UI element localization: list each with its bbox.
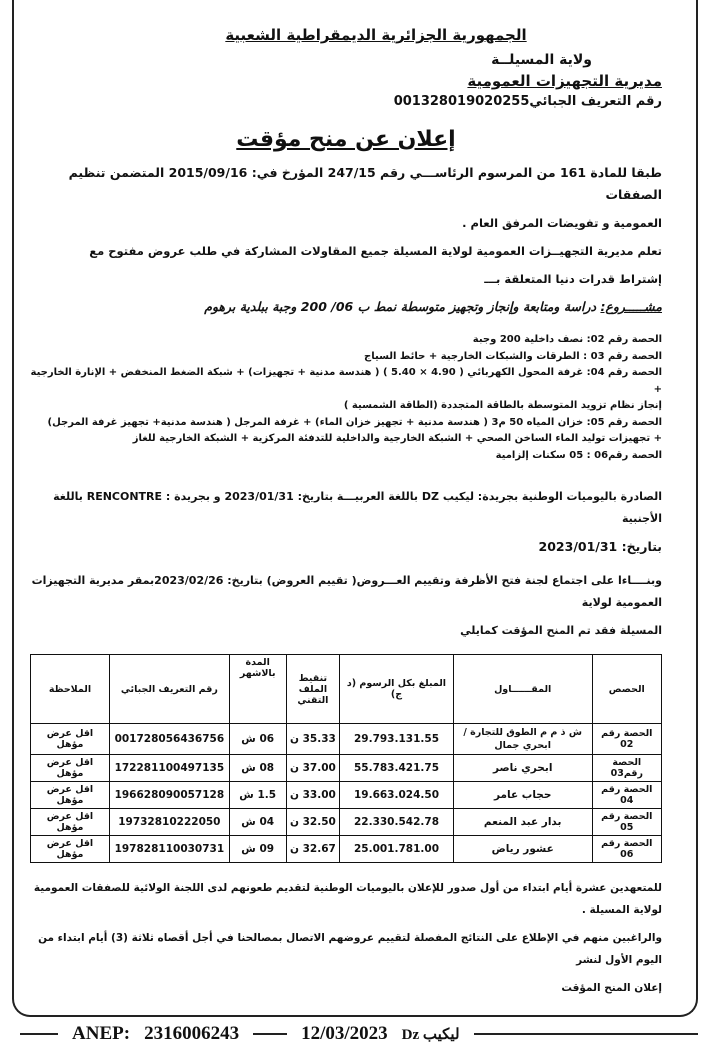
- cell-remark: اقل عرض مؤهل: [31, 755, 110, 782]
- tax-id-value: 001328019020255: [393, 94, 530, 109]
- lot-item: الحصة رقم 04: غرفة المحول الكهربائي ( 4.90 × 5.40 ) ( هندسة مدنية + تجهيزات) + شبكة الضغط المنخفض + الإنارة الخارجية +: [30, 367, 662, 395]
- cell-remark: اقل عرض مؤهل: [31, 809, 110, 836]
- document-border: [12, 0, 698, 1017]
- table-row: [31, 755, 662, 782]
- cell-tax-id: 197828110030731: [109, 836, 229, 863]
- cell-tax-id: 172281100497135: [109, 755, 229, 782]
- meeting-line: المسيلة فقد تم المنح المؤقت كمايلي: [460, 624, 662, 637]
- tax-id-label: رقم التعريف الجبائي: [529, 94, 662, 109]
- cell-lot: الحصة رقم 05: [592, 809, 661, 836]
- lot-item: الحصة رقم 02: نصف داخلية 200 وجبة: [472, 334, 662, 345]
- cell-duration: 08 ش: [229, 755, 286, 782]
- project-line: [30, 296, 662, 318]
- cell-technical-score: 33.00 ن: [286, 782, 340, 809]
- cell-contractor: بدار عبد المنعم: [453, 809, 592, 836]
- divider: [20, 1033, 58, 1035]
- lot-item: الحصة رقم 03 : الطرقات والشبكات الخارجية + حائط السياج: [364, 350, 662, 362]
- cell-remark: اقل عرض مؤهل: [31, 724, 110, 755]
- cell-amount: 55.783.421.75: [340, 755, 454, 782]
- table-row: [31, 782, 662, 809]
- cell-lot: الحصة رقم 06: [592, 836, 661, 863]
- cell-technical-score: 37.00 ن: [286, 755, 340, 782]
- lot-item: إنجاز نظام تزويد المتوسطة بالطاقة المتجددة (الطاقة الشمسية ): [343, 400, 662, 411]
- wilaya-name: ولاية المسيلــة: [491, 52, 592, 68]
- closing-line: والراغبين منهم في الإطلاع على النتائج المفصلة لتقييم عروضهم الاتصال بمصالحنا في أجل أقصاه ثلاثة (3) أيام ابتداء من اليوم الأول لنشر: [38, 932, 662, 966]
- divider: [474, 1033, 698, 1035]
- table-header-row: [31, 655, 662, 724]
- table-row: [31, 836, 662, 863]
- award-table: [30, 654, 662, 863]
- paragraph-line: طبقا للمادة 161 من المرسوم الرئاســـي رقم 247/15 المؤرخ في: 2015/09/16 المتضمن تنظيم الصفقات: [68, 165, 662, 202]
- cell-amount: 29.793.131.55: [340, 724, 454, 755]
- anep-number: 2316006243: [144, 1023, 240, 1044]
- lot-item: + تجهيزات توليد الماء الساخن الصحي + الشبكة الخارجية والداخلية للتدفئة المركزية + الشبكة الخارجية للغاز: [132, 433, 662, 444]
- cell-duration: 09 ش: [229, 836, 286, 863]
- paragraph-line: إشتراط قدرات دنيا المتعلقة بـــ: [484, 272, 662, 286]
- cell-contractor: ش ذ م م الطوق للتجارة / ابحري جمال: [453, 724, 592, 755]
- page-title: إعلان عن منح مؤقت: [236, 127, 456, 152]
- lot-item: الحصة رقم06 : 05 سكنات إلزامية: [495, 449, 662, 461]
- cell-contractor: ابحري ناصر: [453, 755, 592, 782]
- header-duration: المدة بالاشهر: [229, 655, 286, 724]
- lots-list: [30, 332, 662, 464]
- cell-duration: 1.5 ش: [229, 782, 286, 809]
- cell-contractor: حجاب عامر: [453, 782, 592, 809]
- lot-item: الحصة رقم 05: خزان المياه 50 م3 ( هندسة مدنية + تجهيز خزان الماء) + غرفة المرجل ( هندسة مدنية+ تجهيز غرفة المرجل): [47, 416, 662, 428]
- header-lots: الحصص: [592, 655, 661, 724]
- cell-remark: اقل عرض مؤهل: [31, 836, 110, 863]
- header-amount: المبلغ بكل الرسوم (د ج): [340, 655, 454, 724]
- divider: [253, 1033, 287, 1035]
- footer: [20, 1023, 698, 1045]
- header-technical-score: تنقيط الملف التقني: [286, 655, 340, 724]
- cell-amount: 19.663.024.50: [340, 782, 454, 809]
- footer-date: 12/03/2023: [301, 1023, 388, 1044]
- cell-lot: الحصة رقم 02: [592, 724, 661, 755]
- directorate-name: مديرية التجهيزات العمومية: [467, 72, 662, 90]
- anep-label: ANEP:: [72, 1023, 131, 1044]
- cell-duration: 04 ش: [229, 809, 286, 836]
- cell-technical-score: 32.67 ن: [286, 836, 340, 863]
- cell-amount: 22.330.542.78: [340, 809, 454, 836]
- publication-line: الصادرة باليوميات الوطنية بجريدة: ليكيب DZ باللغة العربيـــة بتاريخ: 2023/01/31 و بجريدة : RENCONTRE باللغة الأجنبية: [53, 490, 662, 525]
- cell-duration: 06 ش: [229, 724, 286, 755]
- header-tax-id: رقم التعريف الجبائي: [109, 655, 229, 724]
- closing-line: للمتعهدين عشرة أيام ابتداء من أول صدور للإعلان باليوميات الوطنية لتقديم طعونهم لدى اللجنة الولائية للصفقات العمومية لولاية المسيلة .: [33, 882, 662, 916]
- newspaper-name: Dz ليكيب: [401, 1026, 460, 1043]
- header-contractor: المقــــــاول: [453, 655, 592, 724]
- cell-contractor: عشور رياض: [453, 836, 592, 863]
- cell-technical-score: 35.33 ن: [286, 724, 340, 755]
- project-label: مشـــــروع:: [600, 299, 662, 314]
- cell-remark: اقل عرض مؤهل: [31, 782, 110, 809]
- cell-amount: 25.001.781.00: [340, 836, 454, 863]
- cell-tax-id: 19732810222050: [109, 809, 229, 836]
- header-remark: الملاحظة: [31, 655, 110, 724]
- cell-technical-score: 32.50 ن: [286, 809, 340, 836]
- cell-lot: الحصة رقم 04: [592, 782, 661, 809]
- cell-lot: الحصة رقم03: [592, 755, 661, 782]
- publication-date: بتاريخ: 2023/01/31: [538, 539, 662, 554]
- closing-line: إعلان المنح المؤقت: [561, 982, 662, 994]
- meeting-line: وبنــــاءا على اجتماع لجنة فتح الأظرفة وتقييم العـــروض( تقييم العروض) بتاريخ: 2023/02/26بمقر مديرية التجهيزات العمومية لولاية: [31, 574, 662, 609]
- cell-tax-id: 001728056436756: [109, 724, 229, 755]
- table-row: [31, 724, 662, 755]
- paragraph-line: تعلم مديرية التجهيــزات العمومية لولاية المسيلة جميع المقاولات المشاركة في طلب عروض مفتوح مع: [89, 244, 662, 258]
- republic-header: الجمهورية الجزائرية الديمقراطية الشعبية: [225, 26, 527, 44]
- table-row: [31, 809, 662, 836]
- tax-id-line: [30, 94, 662, 109]
- paragraph-line: العمومية و تفويضات المرفق العام .: [462, 216, 662, 230]
- cell-tax-id: 196628090057128: [109, 782, 229, 809]
- project-text: دراسة ومتابعة وإنجاز وتجهيز متوسطة نمط ب 06/ 200 وجبة ببلدية برهوم: [204, 299, 597, 314]
